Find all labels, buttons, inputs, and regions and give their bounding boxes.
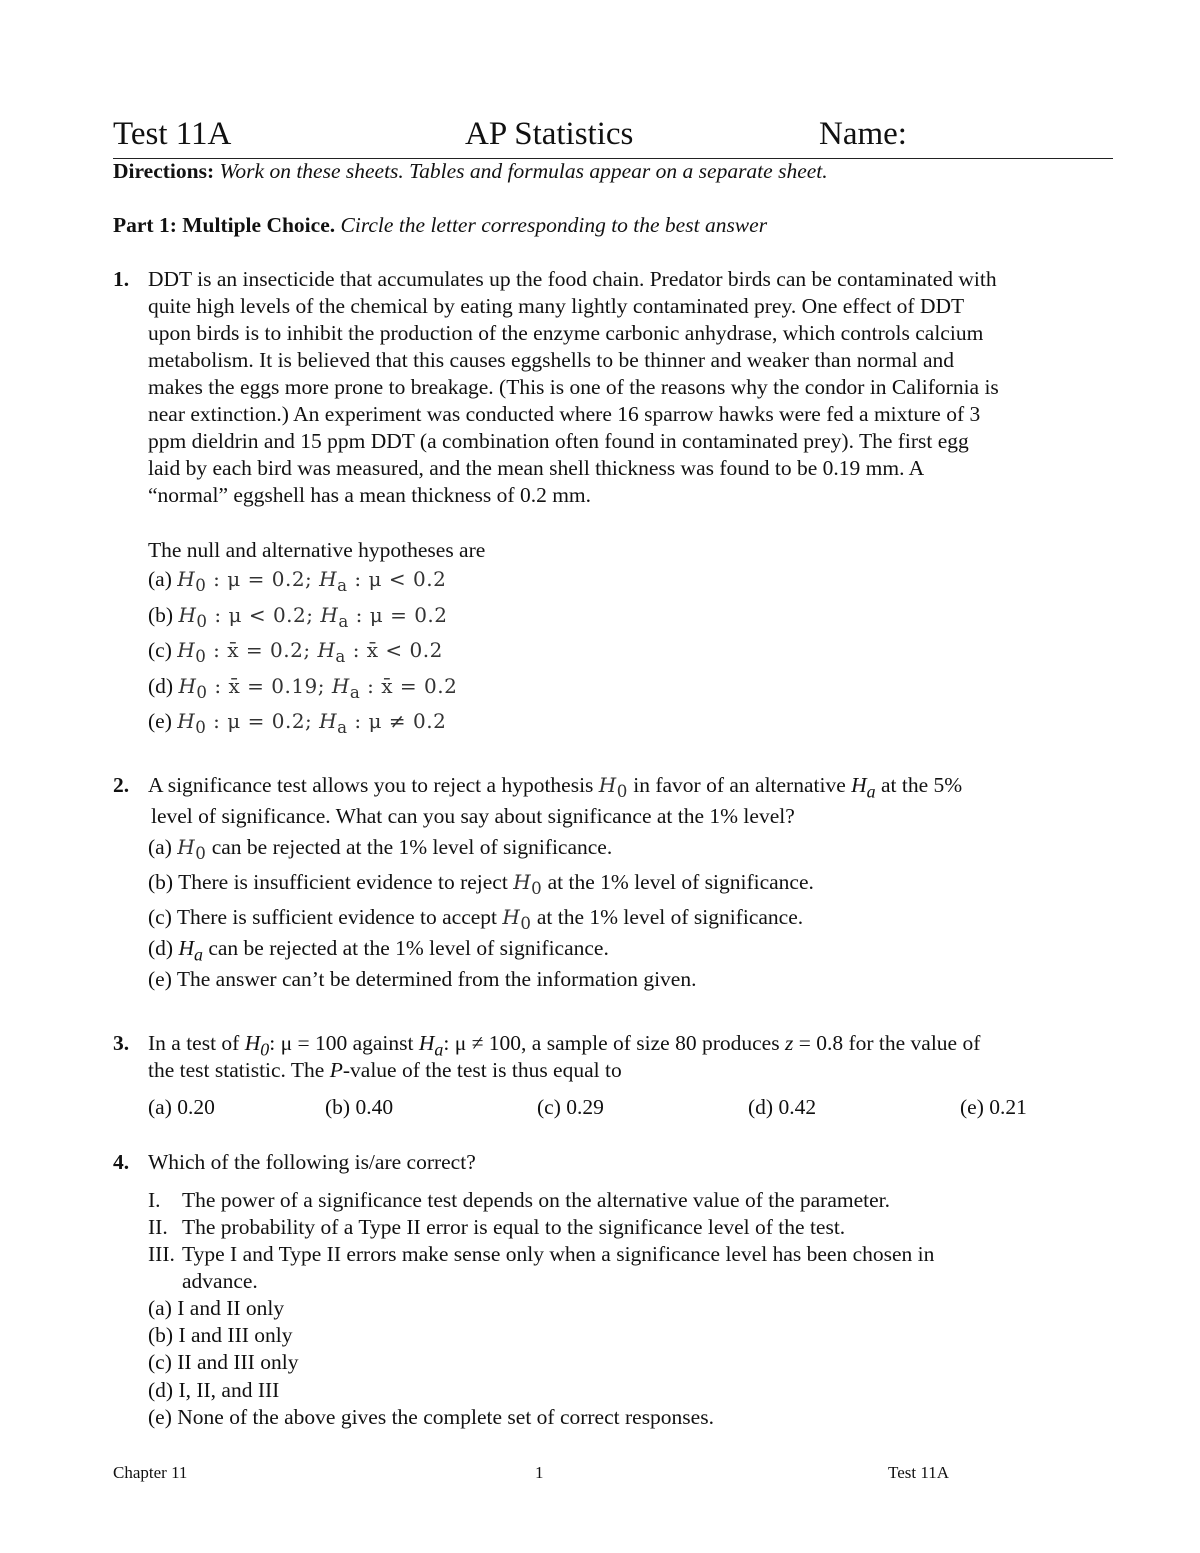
q4-option-b[interactable]: (b) I and III only (148, 1323, 293, 1347)
q1-option-a[interactable]: (a) $H_0$ : μ = 0.2; $H_a$ : μ < 0.2 (148, 567, 447, 595)
q3-option-c[interactable]: (c) 0.29 (537, 1095, 604, 1119)
q3-option-d[interactable]: (d) 0.42 (748, 1095, 817, 1119)
q3-stem-line1: In a test of $H_0$: μ = 100 against $H_a$: μ ≠ 100, a sample of size 80 produces z = 0.8 for the value of (148, 1031, 981, 1060)
part1-heading (113, 212, 767, 239)
q2-number: 2. (113, 773, 130, 797)
q2-option-b[interactable]: (b) There is insufficient evidence to reject $H_0$ at the 1% level of significance. (148, 870, 814, 898)
footer-page-number: 1 (535, 1463, 544, 1482)
q1-line: DDT is an insecticide that accumulates up the food chain. Predator birds can be contaminated with (148, 267, 997, 291)
q2-option-a[interactable]: (a) $H_0$ can be rejected at the 1% level of significance. (148, 835, 613, 863)
directions-text: Work on these sheets. Tables and formulas appear on a separate sheet. (219, 159, 828, 183)
q2-option-c[interactable]: (c) There is sufficient evidence to accept $H_0$ at the 1% level of significance. (148, 905, 804, 933)
q1-prompt: The null and alternative hypotheses are (148, 538, 486, 562)
q3-stem-line2: the test statistic. The P-value of the test is thus equal to (148, 1058, 622, 1082)
q2-option-d[interactable]: (d) $H_a$ can be rejected at the 1% level of significance. (148, 936, 609, 965)
q3-option-a[interactable]: (a) 0.20 (148, 1095, 215, 1119)
q4-option-c[interactable]: (c) II and III only (148, 1350, 299, 1374)
course-title: AP Statistics (465, 116, 634, 152)
q1-line: makes the eggs more prone to breakage. (This is one of the reasons why the condor in California is (148, 375, 999, 399)
q4-statement-1: I. The power of a significance test depends on the alternative value of the parameter. (148, 1188, 891, 1212)
q1-line: quite high levels of the chemical by eating many lightly contaminated prey. One effect of DDT (148, 294, 965, 318)
q4-statement-3: III. Type I and Type II errors make sense only when a significance level has been chosen in (148, 1242, 935, 1266)
directions-label: Directions: (113, 159, 215, 183)
q1-line: metabolism. It is believed that this causes eggshells to be thinner and weaker than normal and (148, 348, 955, 372)
q3-option-b[interactable]: (b) 0.40 (325, 1095, 394, 1119)
q4-statement-3-cont: advance. (182, 1269, 258, 1293)
q4-number: 4. (113, 1150, 130, 1174)
q1-number: 1. (113, 267, 130, 291)
part1-label: Part 1: Multiple Choice. (113, 213, 336, 237)
q1-option-d[interactable]: (d) $H_0$ : x̄ = 0.19; $H_a$ : x̄ = 0.2 (148, 674, 458, 702)
q1-line: upon birds is to inhibit the production of the enzyme carbonic anhydrase, which controls calcium (148, 321, 984, 345)
q4-option-e[interactable]: (e) None of the above gives the complete set of correct responses. (148, 1405, 714, 1429)
q1-line: “normal” eggshell has a mean thickness of 0.2 mm. (148, 483, 592, 507)
q2-stem-line1: A significance test allows you to reject a hypothesis $H_0$ in favor of an alternative $H_a$ at the 5% (148, 773, 963, 802)
page-header (113, 112, 1113, 159)
q1-stem (148, 266, 1088, 509)
q1-option-e[interactable]: (e) $H_0$ : μ = 0.2; $H_a$ : μ ≠ 0.2 (148, 709, 447, 737)
q2-stem-line2: level of significance. What can you say about significance at the 1% level? (151, 804, 795, 828)
q4-statement-2: II. The probability of a Type II error is equal to the significance level of the test. (148, 1215, 846, 1239)
name-label: Name: (819, 116, 907, 152)
footer-test: Test 11A (888, 1463, 949, 1482)
q3-number: 3. (113, 1031, 130, 1055)
q1-line: laid by each bird was measured, and the mean shell thickness was found to be 0.19 mm. A (148, 456, 925, 480)
q3-option-e[interactable]: (e) 0.21 (960, 1095, 1027, 1119)
q2-option-e[interactable]: (e) The answer can’t be determined from the information given. (148, 967, 697, 991)
q1-option-c[interactable]: (c) $H_0$ : x̄ = 0.2; $H_a$ : x̄ < 0.2 (148, 638, 443, 666)
q1-line: ppm dieldrin and 15 ppm DDT (a combination often found in contaminated prey). The first egg (148, 429, 969, 453)
directions (113, 158, 828, 185)
q4-option-a[interactable]: (a) I and II only (148, 1296, 285, 1320)
q4-option-d[interactable]: (d) I, II, and III (148, 1378, 280, 1402)
q1-option-b[interactable]: (b) $H_0$ : μ < 0.2; $H_a$ : μ = 0.2 (148, 603, 448, 631)
q1-line: near extinction.) An experiment was conducted where 16 sparrow hawks were fed a mixture of 3 (148, 402, 981, 426)
footer-chapter: Chapter 11 (113, 1463, 188, 1482)
q4-stem: Which of the following is/are correct? (148, 1150, 476, 1174)
test-title: Test 11A (113, 116, 232, 152)
part1-instruction: Circle the letter corresponding to the best answer (340, 213, 768, 237)
